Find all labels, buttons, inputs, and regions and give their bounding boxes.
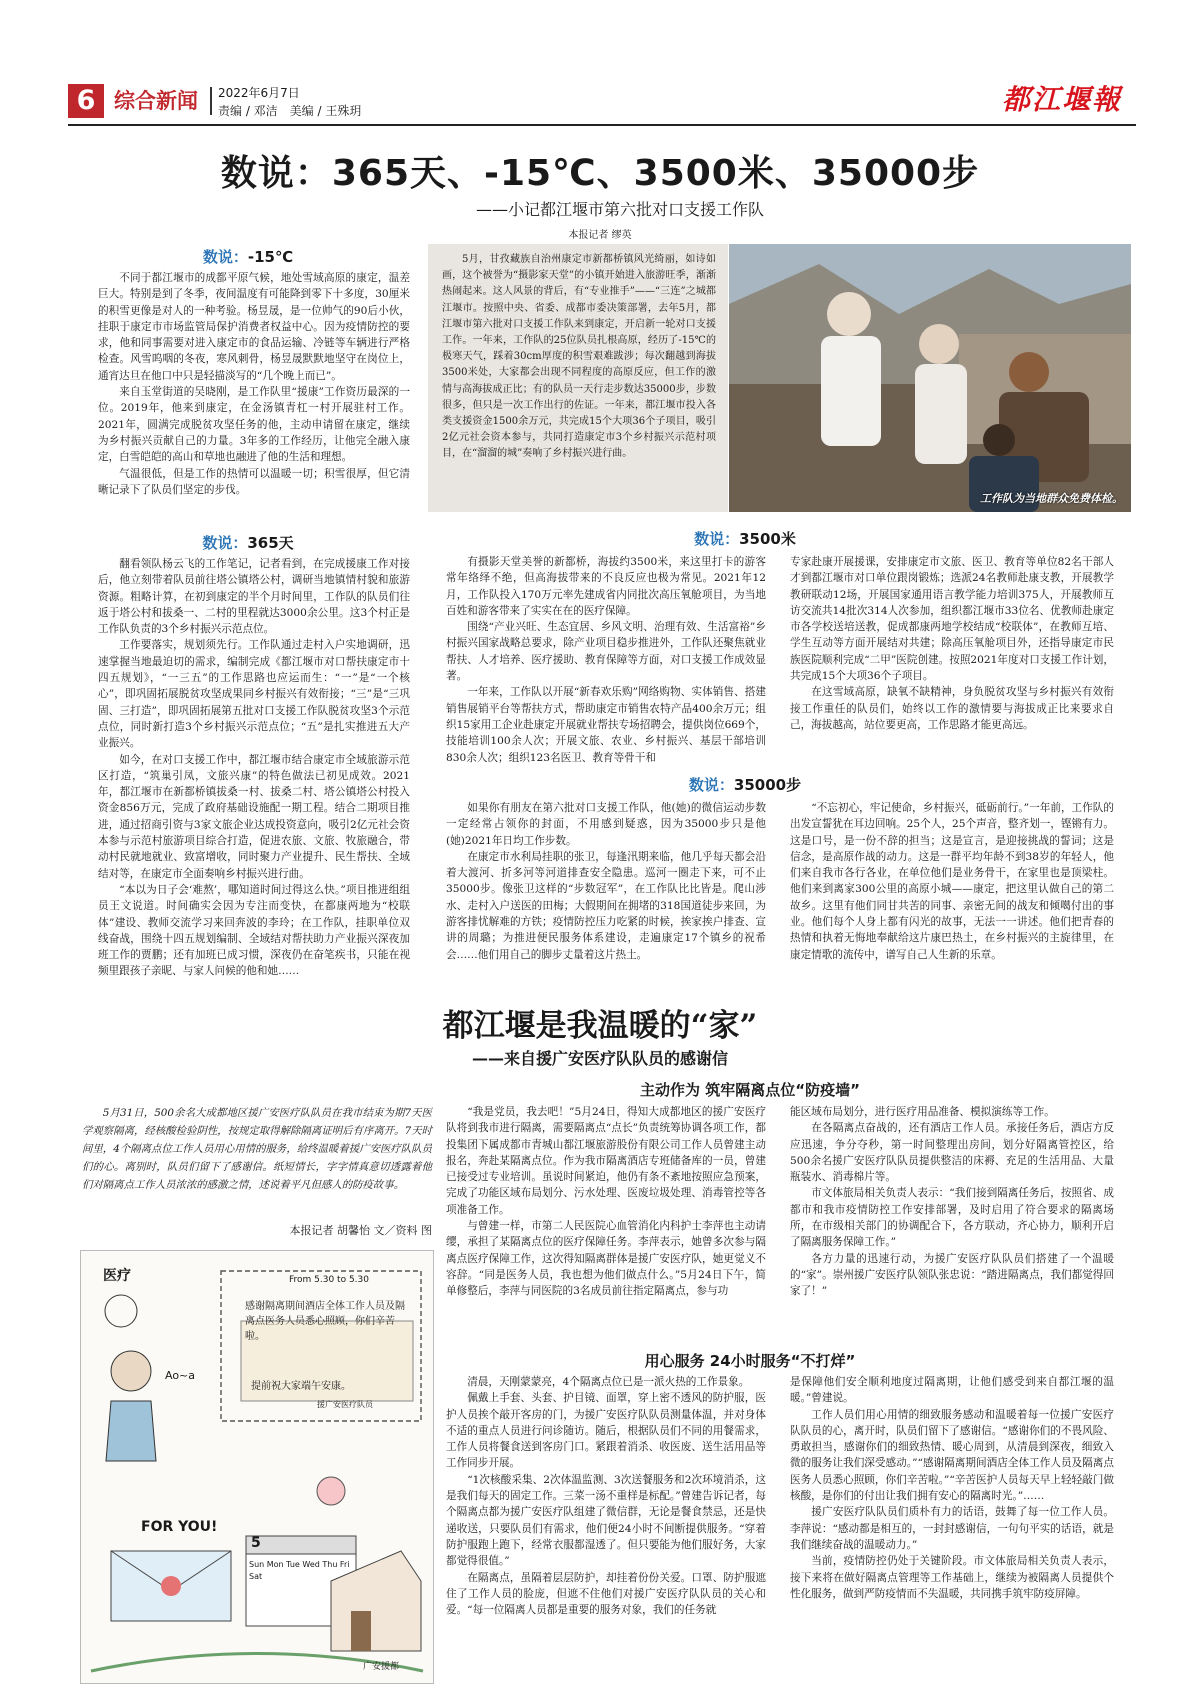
article1-byline: 本报记者 缪英	[568, 230, 632, 241]
section-heading-minus15: 数说：-15℃	[202, 248, 294, 266]
paragraph: 在这雪域高原，缺氧不缺精神，身负脱贫攻坚与乡村振兴有效衔接工作重任的队员们，始终以工作的激情要与海拔成正比来要求自己，海拔越高，站位要更高，工作思路才能更高远。	[790, 686, 1114, 731]
drawing-signature: 援广安医疗队员	[317, 1400, 373, 1409]
paragraph: 当前，疫情防控仍处于关键阶段。市文体旅局相关负责人表示，接下来将在做好隔离点管理等工作基础上，继续为被隔离人员提供个性化服务，做到严防疫情而不失温暖，共同携手筑牢防疫屏障。	[790, 1555, 1114, 1600]
doctor-coat	[821, 336, 881, 446]
paragraph: 气温很低，但是工作的热情可以温暖一切；积雪很厚，但它清晰记录下了队员们坚定的步伐。	[98, 467, 410, 496]
section-body-35000-col2	[790, 800, 1114, 994]
drawing-side-text-2: Ao~a	[165, 1369, 196, 1382]
paragraph: “不忘初心，牢记使命，乡村振兴，砥砺前行。”一年前，工作队的出发宣誓犹在耳边回响。25个人，25个声音，整齐划一，铿锵有力。这是口号，是一份不辞的担当；这是宣言，是迎接挑战的誓词；这是信念，是高原作战的动力。这是一群平均年龄不到38岁的年轻人，他们来自我市各行各业，在单位他们是业务骨干，在家里也是顶梁柱。他们来到离家300公里的高原小城——康定，把这里认做自己的第二故乡。这里有他们同甘共苦的同事、亲密无间的战友和倾噶付出的事业。他们每个人身上都有闪光的故事，无法一一讲述。他们把青春的热情和执着无悔地奉献给这片康巴热土，在乡村振兴的主旋律里，在康定情歌的流传中，谱写自己人生新的乐章。	[790, 802, 1114, 961]
article2-section1-heading: 主动作为 筑牢隔离点位“防疫墙”	[640, 1081, 860, 1099]
section-heading-3500: 数说：3500米	[694, 530, 796, 548]
page-number: 6	[68, 84, 104, 118]
section-body-3500-col2	[790, 554, 1114, 764]
paragraph: 来自玉堂街道的吴晓刚，是工作队里“援康”工作资历最深的一位。2019年，他来到康定，在金汤镇青杠一村开展驻村工作。2021年，圆满完成脱贫攻坚任务的他，主动申请留在康定，继续为乡村振兴贡献自己的力量。3年多的工作经历，让他完全融入康定，白雪皑皑的高山和草地也融进了他的生活和理想。	[98, 386, 410, 464]
paragraph: 市文体旅局相关负责人表示：“我们接到隔离任务后，按照省、成都市和我市疫情防控工作安排部署，及时启用了符合要求的隔离场所，在市级相关部门的协调配合下，各方联动，齐心协力，顺利开启了隔离服务保障工作。”	[790, 1187, 1114, 1249]
paragraph: 各方力量的迅速行动，为援广安医疗队队员们搭建了一个温暖的“家”。崇州援广安医疗队领队张忠说：“踏进隔离点，我们都觉得回家了！”	[790, 1252, 1114, 1298]
article1-subtitle: ——小记都江堰市第六批对口支援工作队	[475, 200, 764, 219]
section-body-35000-col1	[446, 800, 766, 994]
section-name: 综合新闻	[114, 89, 198, 113]
photo-scene	[729, 244, 1131, 512]
paragraph: “1次核酸采集、2次体温监测、3次送餐服务和2次环境消杀，这是我们每天的固定工作。三菜一汤不重样是标配。”曾建告诉记者，每个隔离点都为援广安医疗队组建了微信群，无论是餐食禁忌，还是快递收送，只要队员们有需求，他们便24小时不间断提供服务。“穿着防护服跑上跑下，经常衣服都湿透了。但只要能为他们服好务，大家都觉得很值。”	[446, 1473, 766, 1568]
drawing-card-text-2: 提前祝大家端午安康。	[251, 1381, 351, 1392]
section-body-365	[98, 556, 410, 992]
paragraph: 工作人员们用心用情的细致服务感动和温暖着每一位援广安医疗队队员的心，离开时，队员们留下了感谢信。“感谢你们的不畏风险、勇敢担当，感谢你们的细致热情、暖心周到，从清晨到深夜，细致入微的服务让我们深受感动。”“感谢隔离期间酒店全体工作人员及隔离点医务人员悉心照顾，你们辛苦啦。”“辛苦医护人员每天早上轻轻敲门做核酸，是你们的付出让我们拥有安心的隔离时光。”……	[790, 1408, 1114, 1503]
paragraph: 如果你有朋友在第六批对口支援工作队，他(她)的微信运动步数一定经常占领你的封面，不用感到疑惑，因为35000步只是他(她)2021年日均工作步数。	[446, 802, 766, 847]
article2-section1-col1	[446, 1104, 766, 1346]
article2-section2-heading: 用心服务 24小时服务“不打烊”	[644, 1352, 856, 1370]
thank-you-drawing	[80, 1250, 434, 1684]
paragraph: “我是党员，我去吧！”5月24日，得知大成都地区的援广安医疗队将到我市进行隔离，需要隔离点“点长”负责统筹协调各项工作，都投集团下属成都市青城山都江堰旅游股份有限公司工作人员曾建主动报名，奔赴某隔离点位。作为我市隔离酒店专班储备库的一员，曾建已接受过专业培训。虽说时间紧迫，他仍有条不紊地按照应急预案，完成了功能区域布局划分、污水处理、医废垃圾处理、消毒管控等各项准备工作。	[446, 1106, 766, 1216]
paragraph: 在各隔离点奋战的，还有酒店工作人员。承接任务后，酒店方反应迅速，争分夺秒，第一时间整理出房间，划分好隔离管控区，给500余名援广安医疗队队员提供整洁的床褥、充足的生活用品、大量瓶装水、消毒棉片等。	[790, 1122, 1114, 1184]
article2-section2-col2	[790, 1374, 1114, 1684]
drawing-calendar-days: Sun Mon Tue Wed Thu Fri Sat	[249, 1560, 350, 1581]
paragraph: 一年来，工作队以开展“新春欢乐购”网络购物、实体销售、搭建销售展销平台等帮扶方式，帮助康定市销售农特产品400余万元；组织15家用工企业赴康定开展就业帮扶专场招聘会，提供岗位669个，技能培训100余人次；开展文旅、农业、乡村振兴、基层干部培训830余人次；组织123名医卫、教育等骨干和	[446, 686, 766, 764]
paragraph: 在康定市水利局挂职的张卫，每逢汛期来临，他几乎每天都会沿着大渡河、折多河等河道排查安全隐患。巡河一圈走下来，可不止35000步。像张卫这样的“步数冠军”，在工作队比比皆是。爬山涉水、走村入户送医的田梅；大假期间在拥堵的318国道徒步来回，为游客排忧解难的方铁；疫情防控压力吃紧的时候，挨家挨户排查、宣讲的周璐；为推进便民服务体系建设，走遍康定17个镇乡的祝希会……他们用自己的脚步丈量着这片热土。	[446, 850, 766, 961]
article2-title: 都江堰是我温暖的“家”	[442, 1008, 758, 1044]
paragraph: 有摄影天堂美誉的新都桥，海拔约3500米，来这里打卡的游客常年络绎不绝，但高海拔带来的不良反应也极为常见。2021年12月，工作队投入170万元率先建成省内同批次高压氧舱项目，为当地百姓和游客带来了实实在在的医疗保障。	[446, 556, 766, 617]
paragraph: 不同于都江堰市的成都平原气候，地处雪域高原的康定，温差巨大。特别是到了冬季，夜间温度有可能降到零下十多度，30厘米的积雪更像是对人的一种考验。杨昱晟，是一位帅气的90后小伙，挂职于康定市市场监管局保护消费者权益中心。因为疫情防控的要求，他和同事需要对进入康定市的食品运输、冷链等车辆进行严格检查。风雪呜咽的冬夜，寒风刺骨，杨昱晟默默地坚守在岗位上，通宵达旦在他口中只是轻描淡写的“几个晚上而已”。	[98, 272, 410, 382]
drawing-calendar-number: 5	[251, 1535, 261, 1551]
paragraph: 在隔离点，虽隔着层层防护，却挂着份份关爱。口罩、防护服遮住了工作人员的脸庞，但遮不住他们对援广安医疗队队员的关心和爱。“每一位隔离人员都是重要的服务对象，我们的任务就	[446, 1571, 766, 1617]
paragraph: 专家赴康开展援课，安排康定市文旅、医卫、教育等单位82名干部人才到都江堰市对口单位跟岗锻炼；选派24名教师赴康支教，开展教学教研联动12场，开展国家通用语言教学能力培训375人，开展教师互访交流共14批次314人次参加，组织都江堰市33位名、优教师赴康定市各学校送培送教，促成都康两地学校结成“校联体”，在教师互培、学生互动等方面开展结对共建；除高压氧舱项目外，还指导康定市民族医院顺利完成“二甲”医院创建。按照2021年度对口支援工作计划，共完成15个大项36个子项目。	[790, 556, 1114, 683]
article2-subtitle: ——来自援广安医疗队队员的感谢信	[471, 1049, 728, 1068]
article2-section1-col2	[790, 1104, 1114, 1346]
page-header	[68, 80, 1136, 124]
drawing-letter-text: FOR YOU!	[141, 1519, 218, 1535]
paragraph: 如今，在对口支援工作中，都江堰市结合康定市全域旅游示范区打造，“筑巢引凤，文旅兴康”的特色做法已初见成效。2021年，都江堰市在新都桥镇拔桑一村、拔桑二村、塔公镇塔公村投入资金856万元，完成了政府基础设施配一期工程。结合二期项目推进，通过招商引资与3家文旅企业达成投资意向，吸引2亿元社会资本参与示范村旅游项目综合打造，促进农旅、文旅、牧旅融合，带动村民就地就业、致富增收，同时聚力产业提升、民生帮扶、全域结对等，在康定市全面奏响乡村振兴进行曲。	[98, 753, 410, 880]
lead-box	[428, 244, 728, 512]
drawing-card-text: 感谢隔离期间酒店全体工作人员及隔离点医务人员悉心照顾，你们辛苦啦。	[245, 1301, 405, 1342]
paragraph: 是保障他们安全顺利地度过隔离期，让他们感受到来自都江堰的温暖。”曾建说。	[790, 1376, 1114, 1405]
paragraph: 佩戴上手套、头套、护目镜、面罩，穿上密不透风的防护服，医护人员挨个敲开客房的门，为援广安医疗队队员测量体温，并对身体不适的重点人员进行问诊随访。随后，根据队员们不同的用餐需求，工作人员将餐食送到客房门口。紧跟着消杀、收医废、送生活用品等工作同步开展。	[446, 1392, 766, 1470]
paragraph: 援广安医疗队队员们质朴有力的话语，鼓舞了每一位工作人员。李萍说：“感动都是相互的，一封封感谢信，一句句平实的话语，就是我们继续奋战的温暖动力。”	[790, 1506, 1114, 1551]
article2-credit: 本报记者 胡馨怡 文／资料 图	[289, 1224, 432, 1237]
article1-photo	[729, 244, 1131, 512]
masthead-logo: 都江堰報	[1001, 83, 1122, 116]
paragraph: “本以为日子会‘难熬’，哪知道时间过得这么快。”项目推进组组员王文说道。时间确实会因为专注而变快，在都康两地为“校联体”建设、教师交流学习来回奔波的李玲；在工作队，挂职单位双线奋战，围绕十四五规划编制、全域结对帮扶助力产业振兴深夜加班工作的贾鹏；还有加班已成习惯，深夜仍在奋笔疾书，只能在视频里跟孩子亲昵、与家人问候的他和她……	[98, 883, 410, 978]
lead-paragraph: 5月，甘孜藏族自治州康定市新都桥镇风光绮丽，如诗如画，这个被誉为“摄影家天堂”的小镇开始进入旅游旺季，渐渐热闹起来。这人风景的背后，有“专业推手”——“三连”之城都江堰市。按照中央、省委、成都市委决策部署，去年5月，都江堰市第六批对口支援工作队来到康定，开启新一轮对口支援工作。一年来，工作队的25位队员扎根高原，经历了-15℃的极寒天气，踩着30cm厚度的积雪艰难跋涉；每次翻越到海拔3500米处，大家都会出现不同程度的高原反应，但工作的激情与高海拔成正比；有的队员一天行走步数达35000步，步数很多，但只是一次工作出行的佐证。一年来，都江堰市投入各类支援资金1500余万元，共完成15个大项36个子项目，吸引2亿元社会资本参与，共同打造康定市3个乡村振兴示范村项目，在“溜溜的城”奏响了乡村振兴进行曲。	[442, 254, 716, 460]
section-heading-365: 数说：365天	[202, 534, 294, 552]
article1-title: 数说：365天、-15℃、3500米、35000步	[220, 153, 980, 194]
drawing-artist: 广安援都	[363, 1662, 400, 1672]
header-editor: 责编 / 邓洁 美编 / 王殊玥	[218, 104, 362, 118]
header-divider	[210, 87, 212, 115]
header-date: 2022年6月7日	[218, 86, 300, 100]
section-body-minus15	[98, 270, 410, 496]
paragraph: 能区域布局划分，进行医疗用品准备、模拟演练等工作。	[790, 1106, 1055, 1118]
section-body-3500-col1	[446, 554, 766, 764]
lead-text	[442, 252, 716, 504]
drawing-dates: From 5.30 to 5.30	[289, 1275, 369, 1285]
paragraph: 翻看领队杨云飞的工作笔记，记者看到，在完成援康工作对接后，他立刻带着队员前往塔公镇塔公村，调研当地镇情村貌和旅游资源。粗略计算，在初到康定的半个月时间里，工作队的队员们往返于塔公村和拔桑一、二村的里程就达3000余公里。这3个村正是工作队负责的3个乡村振兴示范点位。	[98, 558, 410, 636]
paragraph: 工作要落实，规划须先行。工作队通过走村入户实地调研，迅速掌握当地最迫切的需求，编制完成《都江堰市对口帮扶康定市十四五规划》，“一三五”的工作思路也应运而生：“一”是“一个核心”，即巩固拓展脱贫攻坚成果同乡村振兴有效衔接；“三”是“三巩固、三打造”，即巩固拓展第五批对口支援工作队脱贫攻坚3个示范点位，同时新打造3个乡村振兴示范点位；“五”是扎实推进五大产业振兴。	[98, 639, 410, 750]
section-heading-35000: 数说：35000步	[688, 776, 802, 794]
doctor-head	[827, 292, 871, 336]
article2-intro	[82, 1104, 432, 1216]
intro-paragraph: 5月31日，500余名大成都地区援广安医疗队队员在我市结束为期7天医学观察隔离，经核酸检验阴性，按规定取得解除隔离证明后有序离开。7天时间里，4个隔离点位工作人员用心用情的服务，给终温暖着援广安医疗队队员们的心。离别时，队员们留下了感谢信。纸短情长，字字情真意切透露着他们对隔离点工作人员浓浓的感激之情，述说着平凡但感人的防疫故事。	[82, 1107, 432, 1191]
paragraph: 围绕“产业兴旺、生态宜居、乡风文明、治理有效、生活富裕”乡村振兴国家战略总要求，除产业项目稳步推进外，工作队还聚焦就业帮扶、人才培养、医疗援助、教育保障等方面，对口支援工作成效显著。	[446, 621, 766, 683]
paragraph: 与曾建一样，市第二人民医院心血管消化内科护士李萍也主动请缨，承担了某隔离点位的医疗保障任务。李萍表示，她曾多次参与隔离点医疗保障工作，这次得知隔离群体是援广安医疗队，她更觉义不容辞。“同是医务人员，我也想为他们做点什么。”5月24日下午，简单修整后，李萍与同医院的3名成员前往指定隔离点，参与功	[446, 1220, 766, 1298]
paragraph: 清晨，天刚蒙蒙亮，4个隔离点位已是一派火热的工作景象。	[467, 1376, 750, 1388]
photo-caption: 工作队为当地群众免费体检。	[980, 492, 1123, 505]
article2-section2-col1	[446, 1374, 766, 1684]
header-rule	[68, 124, 1136, 126]
drawing-side-text: 医疗	[103, 1268, 131, 1284]
